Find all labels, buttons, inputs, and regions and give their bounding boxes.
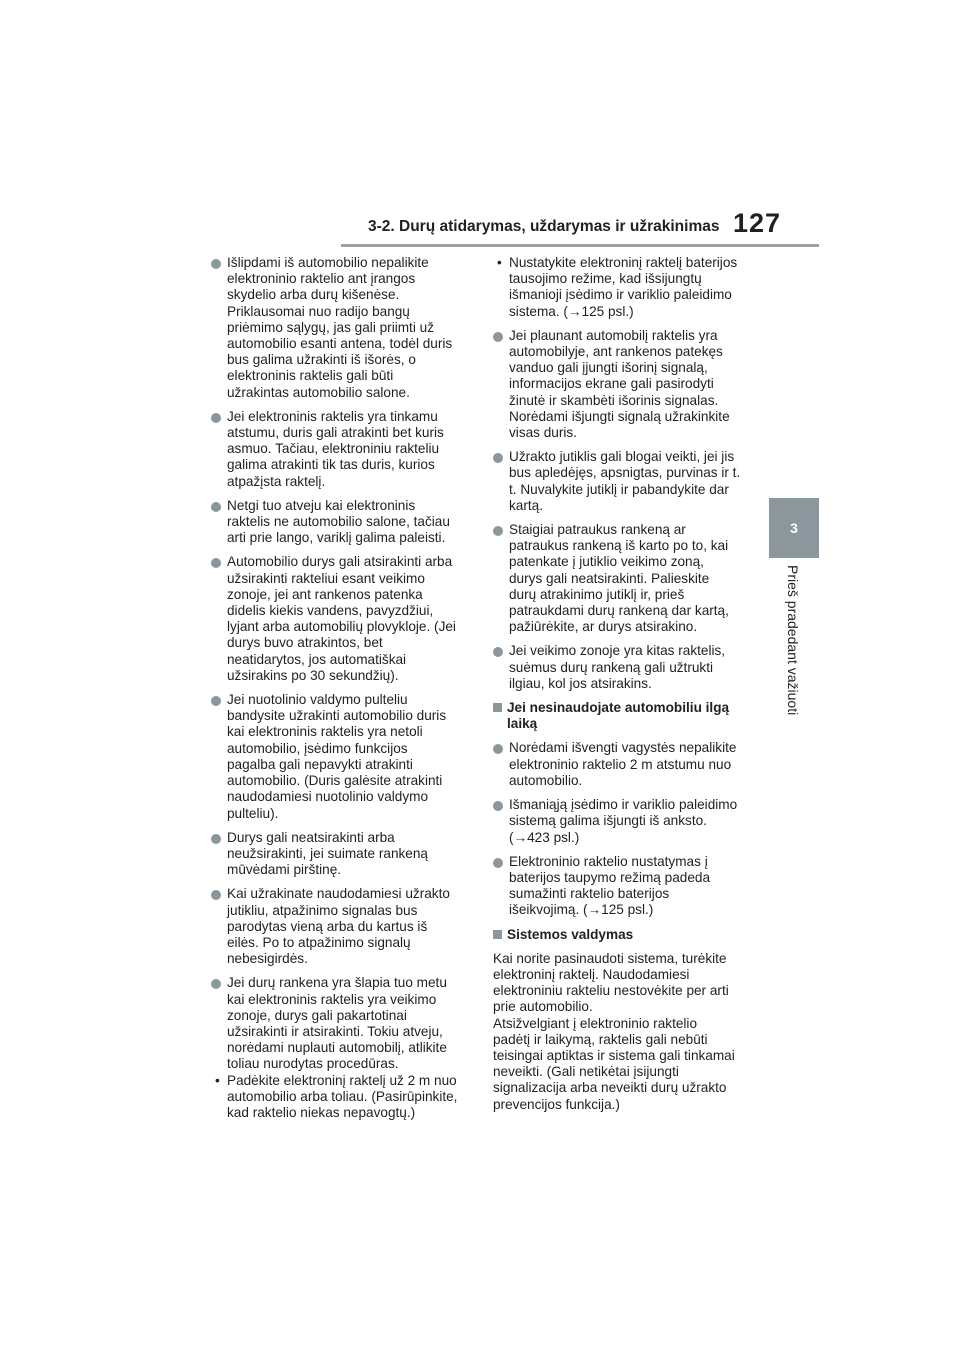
bullet-icon bbox=[493, 801, 503, 811]
sub-list-item-text: Padėkite elektroninį raktelį už 2 m nuo automobilio arba toliau. (Pasirūpinkite, kad raktelio niekas nepavogtų.) bbox=[227, 1072, 458, 1120]
list-item-text: Kai užrakinate naudodamiesi užrakto jutikliu, atpažinimo signalas bus parodytas vieną arba du kartus iš eilės. Po to atpažinimo signalų nebesigirdės. bbox=[227, 886, 450, 967]
list-item bbox=[211, 498, 473, 547]
section-heading-text: Sistemos valdymas bbox=[507, 926, 634, 942]
list-item bbox=[493, 643, 755, 692]
list-item-text: Durys gali neatsirakinti arba neužsirakinti, jei suimate rankeną mūvėdami pirštinę. bbox=[227, 829, 428, 878]
list-item bbox=[211, 255, 473, 401]
section-heading bbox=[493, 927, 755, 943]
section-heading bbox=[493, 700, 755, 732]
chapter-tab bbox=[769, 498, 819, 558]
list-item bbox=[211, 830, 473, 879]
list-item bbox=[493, 449, 755, 514]
section-title: 3-2. Durų atidarymas, uždarymas ir užrakinimas bbox=[368, 218, 720, 235]
sub-list-item-text: Nustatykite elektroninį raktelį baterijos tausojimo režime, kad išsijungtų išmanioji įsėdimo ir variklio paleidimo sistema. (→125 psl.) bbox=[509, 255, 738, 319]
square-bullet-icon bbox=[493, 930, 502, 939]
bullet-icon bbox=[211, 696, 221, 706]
bullet-icon bbox=[493, 647, 503, 657]
bullet-icon bbox=[211, 259, 221, 269]
list-item-text: Užrakto jutiklis gali blogai veikti, jei jis bus apledėjęs, apsnigtas, purvinas ir t. t. Nuvalykite jutiklį ir pabandykite dar kartą. bbox=[509, 449, 741, 513]
list-item-text: Jei elektroninis raktelis yra tinkamu atstumu, duris gali atrakinti bet kuris asmuo. Tačiau, elektroniniu rakteliu galima atrakinti tik tas duris, kurios atpažįsta raktelį. bbox=[227, 408, 444, 489]
list-item bbox=[493, 740, 755, 789]
bullet-icon bbox=[493, 453, 503, 463]
list-item-text: Jei plaunant automobilį raktelis yra automobilyje, ant rankenos patekęs vanduo gali įjungti išorinį signalą, informacijos ekrane gali pasirodyti žinutė ir skambėti išorinis signalas. Norėdami išjungti signalą užrakinkite visas duris. bbox=[509, 327, 730, 441]
bullet-icon bbox=[493, 744, 503, 754]
left-column bbox=[211, 255, 473, 1129]
bullet-icon bbox=[493, 526, 503, 536]
bullet-icon bbox=[493, 332, 503, 342]
paragraph: Kai norite pasinaudoti sistema, turėkite elektroninį raktelį. Naudodamiesi elektroniniu rakteliu nestovėkite per arti prie automobilio. Atsižvelgiant į elektroninio raktelio padėtį ir laikymą, raktelis gali nebūti teisingai aptiktas ir sistema gali tinkamai neveikti. (Gali netikėtai įsijungti signalizacija arba neveikti durų užrakto prevencijos funkcija.) bbox=[493, 950, 735, 1112]
list-item bbox=[211, 409, 473, 490]
list-item bbox=[211, 554, 473, 684]
chapter-title: Prieš pradedant važiuoti bbox=[785, 565, 801, 716]
dot-marker: • bbox=[215, 1072, 220, 1088]
bullet-icon bbox=[211, 834, 221, 844]
list-item-text: Išmaniąją įsėdimo ir variklio paleidimo sistemą galima išjungti iš anksto. (→423 psl.) bbox=[509, 797, 738, 845]
bullet-icon bbox=[211, 413, 221, 423]
list-item bbox=[493, 328, 755, 441]
square-bullet-icon bbox=[493, 703, 502, 712]
list-item-text: Netgi tuo atveju kai elektroninis raktelis ne automobilio salone, tačiau arti prie lango, variklį galima paleisti. bbox=[227, 497, 450, 546]
bullet-icon bbox=[211, 502, 221, 512]
section-heading-text: Jei nesinaudojate automobiliu ilgą laiką bbox=[507, 700, 730, 732]
right-column bbox=[493, 255, 755, 1113]
list-item bbox=[493, 522, 755, 635]
sub-list-item bbox=[493, 255, 755, 320]
list-item-text: Jei veikimo zonoje yra kitas raktelis, suėmus durų rankeną gali užtrukti ilgiau, kol jos atsirakins. bbox=[509, 643, 726, 691]
list-item bbox=[493, 854, 755, 919]
dot-marker: • bbox=[497, 255, 502, 270]
list-item-text: Elektroninio raktelio nustatymas į baterijos taupymo režimą padeda sumažinti raktelio baterijos išeikvojimą. (→125 psl.) bbox=[509, 853, 710, 918]
list-item bbox=[493, 797, 755, 846]
list-item bbox=[211, 692, 473, 822]
chapter-number: 3 bbox=[790, 520, 798, 536]
bullet-icon bbox=[211, 558, 221, 568]
list-item-text: Jei durų rankena yra šlapia tuo metu kai elektroninis raktelis yra veikimo zonoje, durys gali pakartotinai užsirakinti ir atsirakinti. Tokiu atveju, norėdami nuplauti automobilį, atlikite toliau nurodytas procedūras. bbox=[227, 975, 447, 1072]
list-item bbox=[211, 886, 473, 967]
header-divider bbox=[341, 244, 819, 247]
bullet-icon bbox=[493, 858, 503, 868]
list-item-text: Jei nuotolinio valdymo pulteliu bandysite užrakinti automobilio duris kai elektroninis raktelis yra netoli automobilio, įsėdimo funkcijos pagalba gali nepavykti atrakinti automobilio. (Duris galėsite atrakinti naudodamiesi nuotolinio valdymo pulteliu). bbox=[227, 692, 447, 821]
bullet-icon bbox=[211, 979, 221, 989]
list-item bbox=[211, 975, 473, 1072]
list-item-text: Staigiai patraukus rankeną ar patraukus rankeną iš karto po to, kai patenkate į jutiklio veikimo zoną, durys gali neatsirakinti. Palieskite durų atrakinimo jutiklį ir, prieš patraukdami durų rankeną dar kartą, pažiūrėkite, ar durys atsirakino. bbox=[509, 522, 729, 635]
sub-list-item bbox=[211, 1073, 473, 1122]
list-item-text: Išlipdami iš automobilio nepalikite elektroninio raktelio ant įrangos skydelio arba durų kišenėse. Priklausomai nuo radijo bangų priėmimo sąlygų, jas gali priimti už automobilio esanti antena, todėl duris bus galima užrakinti iš išorės, o elektroninis raktelis gali būti užrakintas automobilio salone. bbox=[227, 255, 453, 400]
page-number: 127 bbox=[733, 208, 782, 238]
list-item-text: Norėdami išvengti vagystės nepalikite elektroninio raktelio 2 m atstumu nuo automobilio. bbox=[509, 740, 737, 788]
bullet-icon bbox=[211, 890, 221, 900]
list-item-text: Automobilio durys gali atsirakinti arba užsirakinti rakteliui esant veikimo zonoje, jei ant rankenos patenka didelis kiekis vandens, pavyzdžiui, lyjant arba automobilių plovykloje. (Jei durys buvo atrakintos, bet neatidarytos, jos automatiškai užsirakins po 30 sekundžių). bbox=[227, 554, 456, 683]
